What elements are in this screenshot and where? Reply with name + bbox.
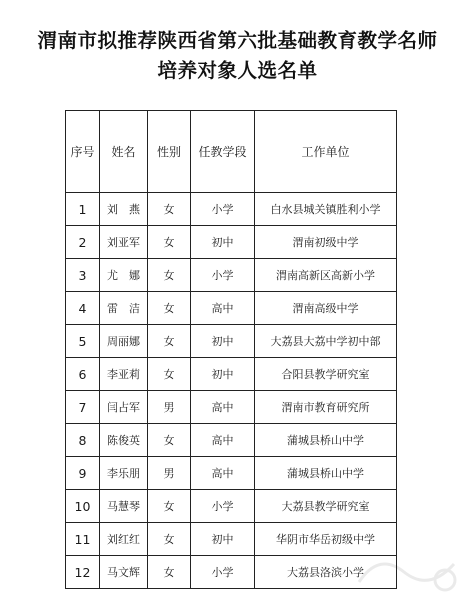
cell-unit: 大荔县大荔中学初中部 [255, 325, 397, 358]
cell-name: 刘 燕 [100, 193, 148, 226]
cell-stage: 初中 [191, 325, 255, 358]
cell-stage: 小学 [191, 259, 255, 292]
header-name: 姓名 [100, 111, 148, 193]
table-row [66, 292, 397, 325]
cell-stage: 小学 [191, 556, 255, 589]
cell-unit: 白水县城关镇胜利小学 [255, 193, 397, 226]
cell-no: 2 [66, 226, 100, 259]
cell-no: 3 [66, 259, 100, 292]
table-row [66, 457, 397, 490]
table-row [66, 556, 397, 589]
header-no: 序号 [66, 111, 100, 193]
cell-gender: 女 [148, 490, 191, 523]
cell-unit: 大荔县教学研究室 [255, 490, 397, 523]
header-stage: 任教学段 [191, 111, 255, 193]
cell-unit: 大荔县洛滨小学 [255, 556, 397, 589]
cell-gender: 女 [148, 325, 191, 358]
cell-unit: 合阳县教学研究室 [255, 358, 397, 391]
cell-name: 周丽娜 [100, 325, 148, 358]
cell-no: 8 [66, 424, 100, 457]
cell-no: 5 [66, 325, 100, 358]
cell-gender: 女 [148, 556, 191, 589]
cell-gender: 女 [148, 226, 191, 259]
title-line-1: 渭南市拟推荐陕西省第六批基础教育教学名师 [37, 29, 438, 52]
cell-no: 12 [66, 556, 100, 589]
cell-stage: 初中 [191, 226, 255, 259]
cell-no: 1 [66, 193, 100, 226]
cell-no: 7 [66, 391, 100, 424]
candidate-table [65, 110, 397, 589]
cell-gender: 女 [148, 292, 191, 325]
cell-name: 尤 娜 [100, 259, 148, 292]
cell-name: 马慧琴 [100, 490, 148, 523]
cell-name: 陈俊英 [100, 424, 148, 457]
title-line-2: 培养对象人选名单 [157, 59, 318, 82]
table-row [66, 259, 397, 292]
cell-name: 刘亚军 [100, 226, 148, 259]
faint-watermark-graphic [349, 542, 469, 602]
cell-gender: 女 [148, 193, 191, 226]
cell-stage: 初中 [191, 523, 255, 556]
cell-name: 李亚莉 [100, 358, 148, 391]
table-row [66, 358, 397, 391]
table-row [66, 325, 397, 358]
table-row [66, 523, 397, 556]
cell-stage: 高中 [191, 292, 255, 325]
cell-gender: 女 [148, 523, 191, 556]
cell-no: 9 [66, 457, 100, 490]
cell-name: 李乐朋 [100, 457, 148, 490]
cell-stage: 高中 [191, 457, 255, 490]
table-row [66, 490, 397, 523]
document-title [0, 26, 475, 86]
cell-gender: 女 [148, 358, 191, 391]
cell-gender: 男 [148, 457, 191, 490]
header-gender: 性别 [148, 111, 191, 193]
table-header-row [66, 111, 397, 193]
cell-unit: 渭南初级中学 [255, 226, 397, 259]
cell-unit: 华阴市华岳初级中学 [255, 523, 397, 556]
cell-stage: 高中 [191, 424, 255, 457]
cell-stage: 小学 [191, 490, 255, 523]
cell-name: 雷 洁 [100, 292, 148, 325]
cell-stage: 初中 [191, 358, 255, 391]
cell-name: 刘红红 [100, 523, 148, 556]
table-row [66, 424, 397, 457]
cell-no: 11 [66, 523, 100, 556]
table-row [66, 391, 397, 424]
cell-name: 闫占军 [100, 391, 148, 424]
cell-gender: 女 [148, 424, 191, 457]
cell-unit: 渭南高级中学 [255, 292, 397, 325]
table-row [66, 193, 397, 226]
cell-unit: 渭南市教育研究所 [255, 391, 397, 424]
cell-name: 马文辉 [100, 556, 148, 589]
header-unit: 工作单位 [255, 111, 397, 193]
cell-unit: 蒲城县桥山中学 [255, 457, 397, 490]
table-row [66, 226, 397, 259]
cell-unit: 渭南高新区高新小学 [255, 259, 397, 292]
cell-gender: 男 [148, 391, 191, 424]
cell-stage: 小学 [191, 193, 255, 226]
cell-stage: 高中 [191, 391, 255, 424]
cell-no: 6 [66, 358, 100, 391]
cell-no: 10 [66, 490, 100, 523]
cell-no: 4 [66, 292, 100, 325]
cell-unit: 蒲城县桥山中学 [255, 424, 397, 457]
cell-gender: 女 [148, 259, 191, 292]
